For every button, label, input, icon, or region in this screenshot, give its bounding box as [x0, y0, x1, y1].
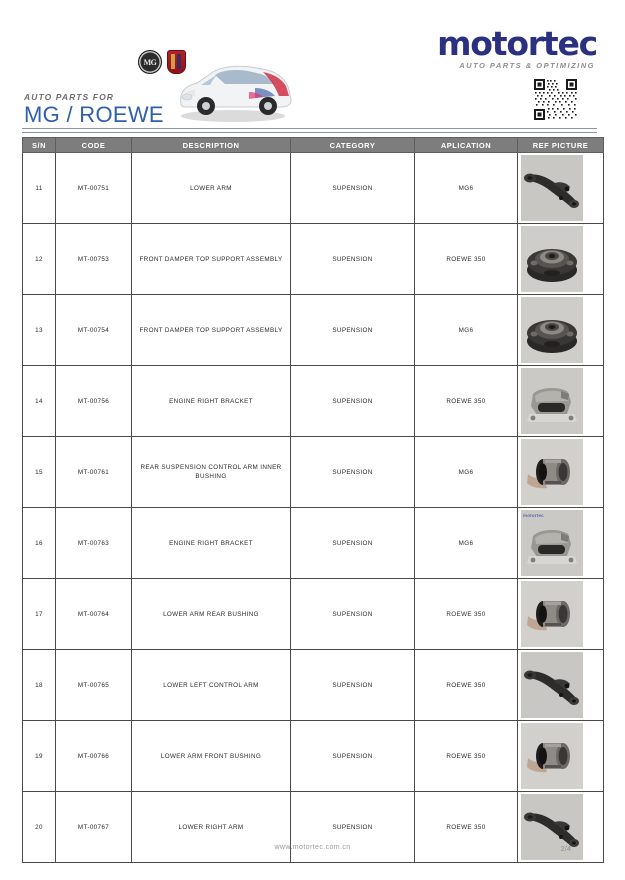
- table-head: [23, 138, 604, 153]
- column-header-description: DESCRIPTION: [132, 138, 291, 153]
- cell-description: LOWER RIGHT ARM: [132, 792, 291, 863]
- cell-description: ENGINE RIGHT BRACKET: [132, 508, 291, 579]
- header-divider: [22, 128, 597, 133]
- table-row: [23, 153, 604, 224]
- cell-category: SUPENSION: [291, 721, 415, 792]
- engine-bracket-photo: [521, 510, 583, 576]
- damper-top-support-photo: [521, 226, 583, 292]
- cell-description: REAR SUSPENSION CONTROL ARM INNER BUSHING: [132, 437, 291, 508]
- cell-ref-picture: [518, 650, 604, 721]
- cell-sn: 13: [23, 295, 56, 366]
- table-row: [23, 721, 604, 792]
- cell-category: SUPENSION: [291, 437, 415, 508]
- table-header-row: [23, 138, 604, 153]
- cell-application: ROEWE 350: [415, 224, 518, 295]
- table-row: [23, 366, 604, 437]
- photo-watermark: motortec: [523, 513, 544, 518]
- control-arm-photo: [521, 652, 583, 718]
- engine-bracket-photo: [521, 368, 583, 434]
- cell-description: LOWER ARM REAR BUSHING: [132, 579, 291, 650]
- cell-code: MT-00756: [56, 366, 132, 437]
- cell-code: MT-00754: [56, 295, 132, 366]
- motortec-logo: [437, 24, 597, 70]
- cell-sn: 19: [23, 721, 56, 792]
- cell-category: SUPENSION: [291, 508, 415, 579]
- cell-description: LOWER ARM: [132, 153, 291, 224]
- cell-sn: 18: [23, 650, 56, 721]
- table-row: [23, 437, 604, 508]
- cell-sn: 15: [23, 437, 56, 508]
- table-row: [23, 650, 604, 721]
- bushing-photo: [521, 723, 583, 789]
- cell-category: SUPENSION: [291, 579, 415, 650]
- parts-table-container: [22, 137, 597, 863]
- cell-application: MG6: [415, 508, 518, 579]
- column-header-sn: S/N: [23, 138, 56, 153]
- qr-code-icon: [533, 78, 578, 121]
- mg-logo-icon: [138, 50, 162, 74]
- table-row: [23, 579, 604, 650]
- cell-category: SUPENSION: [291, 295, 415, 366]
- cell-application: ROEWE 350: [415, 579, 518, 650]
- cell-category: SUPENSION: [291, 224, 415, 295]
- page-footer: [0, 844, 625, 858]
- column-header-application: APLICATION: [415, 138, 518, 153]
- cell-sn: 16: [23, 508, 56, 579]
- cell-ref-picture: [518, 437, 604, 508]
- table-row: [23, 508, 604, 579]
- footer-page-number: 2/4: [560, 844, 571, 853]
- cell-application: ROEWE 350: [415, 721, 518, 792]
- cell-application: MG6: [415, 295, 518, 366]
- parts-table: [22, 137, 604, 863]
- cell-sn: 20: [23, 792, 56, 863]
- cell-sn: 17: [23, 579, 56, 650]
- cell-ref-picture: [518, 366, 604, 437]
- cell-category: SUPENSION: [291, 792, 415, 863]
- cell-ref-picture: [518, 153, 604, 224]
- table-row: [23, 224, 604, 295]
- cell-sn: 11: [23, 153, 56, 224]
- column-header-category: CATEGORY: [291, 138, 415, 153]
- cell-sn: 12: [23, 224, 56, 295]
- cell-application: ROEWE 350: [415, 366, 518, 437]
- cell-code: MT-00763: [56, 508, 132, 579]
- cell-application: MG6: [415, 437, 518, 508]
- motortec-tagline: AUTO PARTS & OPTIMIZING: [459, 61, 595, 70]
- cell-ref-picture: [518, 508, 604, 579]
- brand-block: [24, 92, 164, 127]
- column-header-ref-picture: REF PICTURE: [518, 138, 604, 153]
- cell-application: MG6: [415, 153, 518, 224]
- cell-application: ROEWE 350: [415, 650, 518, 721]
- cell-category: SUPENSION: [291, 650, 415, 721]
- cell-description: FRONT DAMPER TOP SUPPORT ASSEMBLY: [132, 295, 291, 366]
- bushing-photo: [521, 581, 583, 647]
- cell-sn: 14: [23, 366, 56, 437]
- motortec-wordmark: motortec: [437, 24, 597, 63]
- page-header: [0, 0, 625, 132]
- cell-code: MT-00766: [56, 721, 132, 792]
- cell-ref-picture: [518, 295, 604, 366]
- cell-description: LOWER LEFT CONTROL ARM: [132, 650, 291, 721]
- cell-code: MT-00765: [56, 650, 132, 721]
- cell-ref-picture: [518, 721, 604, 792]
- cell-code: MT-00764: [56, 579, 132, 650]
- table-row: [23, 295, 604, 366]
- footer-website[interactable]: www.motortec.com.cn: [274, 844, 351, 851]
- table-body: [23, 153, 604, 863]
- cell-description: LOWER ARM FRONT BUSHING: [132, 721, 291, 792]
- bushing-photo: [521, 439, 583, 505]
- cell-description: ENGINE RIGHT BRACKET: [132, 366, 291, 437]
- cell-code: MT-00753: [56, 224, 132, 295]
- damper-top-support-photo: [521, 297, 583, 363]
- cell-category: SUPENSION: [291, 366, 415, 437]
- cell-code: MT-00761: [56, 437, 132, 508]
- cell-code: MT-00767: [56, 792, 132, 863]
- column-header-code: CODE: [56, 138, 132, 153]
- cell-ref-picture: [518, 224, 604, 295]
- brand-kicker: AUTO PARTS FOR: [24, 92, 115, 102]
- cell-category: SUPENSION: [291, 153, 415, 224]
- cell-description: FRONT DAMPER TOP SUPPORT ASSEMBLY: [132, 224, 291, 295]
- cell-application: ROEWE 350: [415, 792, 518, 863]
- mg-logo-label: MG: [143, 57, 157, 67]
- control-arm-photo: [521, 155, 583, 221]
- car-illustration: [163, 56, 301, 124]
- cell-ref-picture: [518, 579, 604, 650]
- page-title: MG / ROEWE: [24, 102, 164, 127]
- cell-code: MT-00751: [56, 153, 132, 224]
